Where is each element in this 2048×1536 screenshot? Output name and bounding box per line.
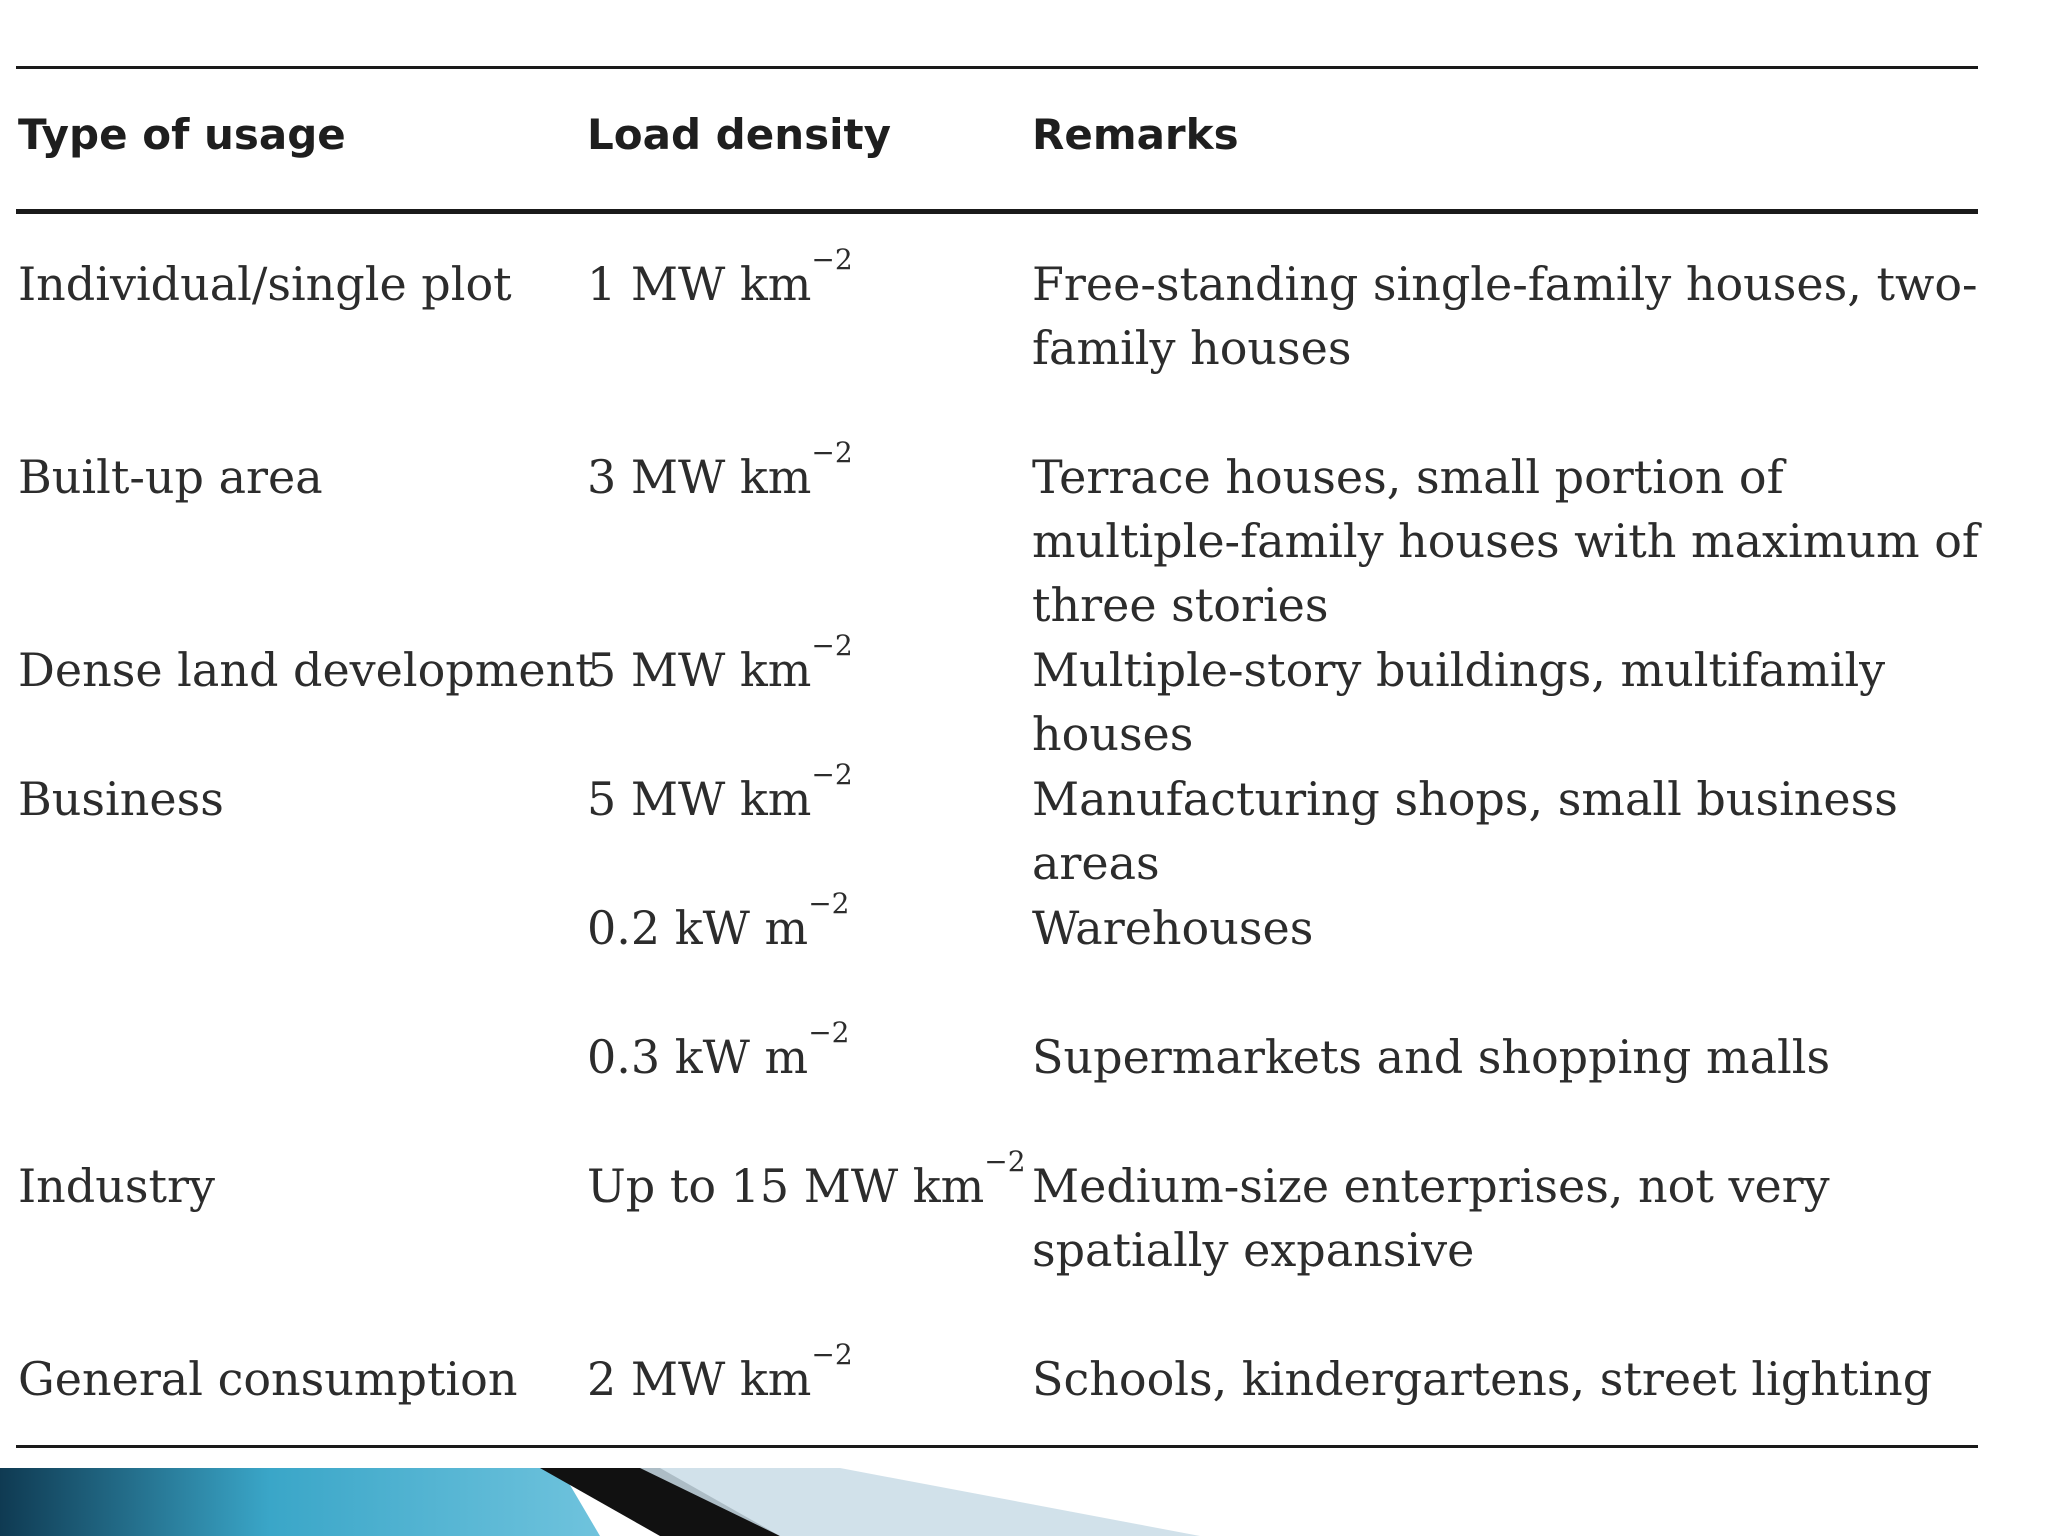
usage-type-cell: Dense land development	[18, 643, 594, 697]
banner-blue-band	[0, 1468, 600, 1536]
load-exponent: −2	[811, 1338, 853, 1371]
load-exponent: −2	[811, 629, 853, 662]
remarks-cell: Manufacturing shops, small business areas	[1032, 772, 1898, 890]
remarks-cell: Free-standing single-family houses, two-family houses	[1032, 257, 1978, 375]
load-density-cell	[587, 887, 850, 960]
load-exponent: −2	[811, 758, 853, 791]
load-density-cell	[587, 243, 853, 316]
load-density-cell	[587, 1145, 1026, 1218]
load-value: 2 MW km	[587, 1352, 812, 1406]
header-load-density: Load density	[587, 110, 891, 159]
slide-footer-banner	[0, 1468, 1200, 1536]
load-value: 5 MW km	[587, 772, 812, 826]
usage-type-cell: General consumption	[18, 1352, 518, 1406]
load-density-cell	[587, 758, 853, 831]
usage-type-cell: Business	[18, 772, 224, 826]
load-exponent: −2	[811, 436, 853, 469]
load-value: Up to 15 MW km	[587, 1159, 985, 1213]
header-type-of-usage: Type of usage	[18, 110, 346, 159]
remarks-cell: Warehouses	[1032, 901, 1314, 955]
usage-type-cell: Industry	[18, 1159, 215, 1213]
load-density-cell	[587, 629, 853, 702]
load-density-cell	[587, 1016, 850, 1089]
load-value: 0.3 kW m	[587, 1030, 809, 1084]
load-value: 0.2 kW m	[587, 901, 809, 955]
table-top-rule	[16, 66, 1978, 69]
footer-banner-graphic	[0, 1468, 1200, 1536]
load-value: 1 MW km	[587, 257, 812, 311]
remarks-cell: Medium-size enterprises, not very spatially expansive	[1032, 1159, 1830, 1277]
load-value: 5 MW km	[587, 643, 812, 697]
usage-type-cell: Built-up area	[18, 450, 323, 504]
usage-type-cell: Individual/single plot	[18, 257, 512, 311]
table-header-rule	[16, 209, 1978, 214]
remarks-cell: Supermarkets and shopping malls	[1032, 1030, 1831, 1084]
load-exponent: −2	[808, 887, 850, 920]
remarks-cell: Schools, kindergartens, street lighting	[1032, 1352, 1933, 1406]
load-density-cell	[587, 436, 853, 509]
load-value: 3 MW km	[587, 450, 812, 504]
remarks-cell: Multiple-story buildings, multifamily houses	[1032, 643, 1886, 761]
header-remarks: Remarks	[1032, 110, 1239, 159]
load-exponent: −2	[808, 1016, 850, 1049]
table-bottom-rule	[16, 1445, 1978, 1448]
load-exponent: −2	[811, 243, 853, 276]
remarks-cell: Terrace houses, small portion of multiple-family houses with maximum of three stories	[1032, 450, 1979, 632]
load-exponent: −2	[984, 1145, 1026, 1178]
load-density-cell	[587, 1338, 853, 1411]
